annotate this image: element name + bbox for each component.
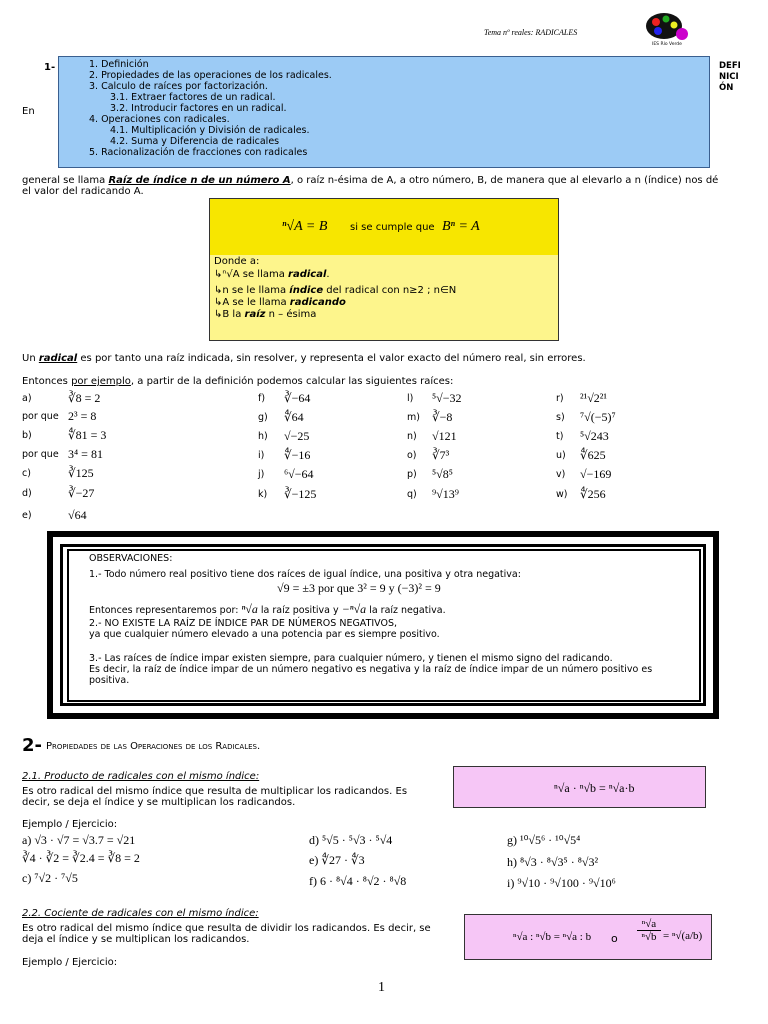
text: la raíz negativa. — [369, 605, 446, 616]
example-expression: ∛125 — [68, 466, 94, 480]
toc-item: 2. Propiedades de las operaciones de los radicales. — [89, 70, 332, 81]
toc-item: 3.2. Introducir factores en un radical. — [110, 103, 287, 114]
exercise-label-2-2: Ejemplo / Ejercicio: — [22, 957, 118, 968]
example-expression: ∜64 — [284, 410, 304, 424]
exercise-2-1-c: c) ⁷√2 · ⁷√5 — [22, 871, 78, 885]
example-label: por que — [22, 449, 59, 460]
donde-label: Donde a: — [214, 256, 260, 267]
subsection-2-2-text-2: deja el índice y se multiplican los radicandos. — [22, 934, 250, 945]
text: ↳B la — [214, 309, 245, 320]
exercise-label-2-1: Ejemplo / Ejercicio: — [22, 819, 118, 830]
observations-box — [67, 549, 701, 702]
intro-first-word: En — [22, 106, 35, 117]
example-expression: √64 — [68, 508, 87, 522]
example-label: a) — [22, 393, 32, 404]
example-label: q) — [407, 489, 417, 500]
definition-side-label — [719, 61, 741, 94]
text: es por tanto una raíz indicada, sin resolver, y representa el valor exacto del número real, sin errores. — [77, 353, 586, 364]
exercise-2-1-b: ∛4 · ∛2 = ∛2.4 = ∛8 = 2 — [22, 851, 140, 865]
exercise-2-1-d: d) ⁵√5 · ⁵√3 · ⁵√4 — [309, 833, 393, 847]
example-label: h) — [258, 431, 268, 442]
example-label: b) — [22, 430, 32, 441]
text: ↳A se le llama — [214, 297, 290, 308]
observation-2b: ya que cualquier número elevado a una potencia par es siempre positivo. — [89, 629, 440, 640]
toc-item: 5. Racionalización de fracciones con radicales — [89, 147, 308, 158]
section-2-title: Propiedades de las Operaciones de los Radicales. — [46, 741, 261, 752]
observation-notation — [89, 602, 446, 617]
toc-item: 3. Calculo de raíces por factorización. — [89, 81, 268, 92]
example-label: k) — [258, 489, 268, 500]
legend-indice — [214, 285, 456, 296]
exercise-2-1-g: g) ¹⁰√5⁶ · ¹⁰√5⁴ — [507, 833, 581, 847]
example-label: j) — [258, 469, 265, 480]
example-label: e) — [22, 510, 32, 521]
table-of-contents — [58, 56, 710, 168]
exercise-2-1-f: f) 6 · ⁸√4 · ⁸√2 · ⁸√8 — [309, 874, 407, 888]
example-expression: 2³ = 8 — [68, 409, 97, 423]
example-expression: ∜256 — [580, 487, 606, 501]
subsection-2-1-title: 2.1. Producto de radicales con el mismo índice: — [22, 771, 260, 782]
example-label: u) — [556, 450, 566, 461]
example-expression: ⁹√13⁹ — [432, 487, 459, 501]
side-label-line: ÓN — [719, 83, 734, 93]
section-2-number: 2- — [22, 735, 42, 756]
logo-caption: IES Río Verde — [652, 42, 682, 47]
example-expression: ∜81 = 3 — [68, 428, 107, 442]
fraction-denominator: ⁿ√b — [641, 931, 657, 943]
toc-item: 4. Operaciones con radicales. — [89, 114, 230, 125]
definition-formula-band — [210, 199, 558, 256]
text: ↳ⁿ√A se llama — [214, 269, 289, 280]
toc-item: 4.2. Suma y Diferencia de radicales — [110, 136, 280, 147]
fraction-numerator: ⁿ√a — [637, 918, 661, 931]
example-label: r) — [556, 393, 564, 404]
math: −ⁿ√a — [341, 602, 367, 616]
subsection-2-1-text-2: decir, se deja el índice y se multiplican los radicandos. — [22, 797, 296, 808]
exercise-2-1-h: h) ⁸√3 · ⁸√3⁵ · ⁸√3² — [507, 855, 599, 869]
example-label: l) — [407, 393, 414, 404]
example-expression: ∛−27 — [68, 486, 95, 500]
text: ↳n se le llama — [214, 285, 290, 296]
example-expression: ∛−125 — [284, 487, 317, 501]
text: Entonces — [22, 376, 72, 387]
term-emphasis: radical — [288, 269, 327, 280]
example-expression: ⁷√(−5)⁷ — [580, 410, 616, 424]
exercise-2-1-a: a) √3 · √7 = √3.7 = √21 — [22, 833, 136, 847]
example-label: d) — [22, 488, 32, 499]
example-expression: √−169 — [580, 467, 612, 481]
text: Entonces representaremos por: — [89, 605, 239, 616]
example-expression: √121 — [432, 429, 457, 443]
side-label-line: NICI — [719, 72, 739, 82]
example-expression: ⁵√8⁵ — [432, 467, 453, 481]
example-expression: ∜−16 — [284, 448, 311, 462]
toc-item: 1. Definición — [89, 59, 149, 70]
text: del radical con n≥2 ; n∈N — [323, 285, 457, 296]
example-expression: ⁵√−32 — [432, 391, 462, 405]
example-expression: ∛−8 — [432, 410, 453, 424]
example-expression: ∛8 = 2 — [68, 391, 101, 405]
example-label: n) — [407, 431, 417, 442]
example-label: v) — [556, 469, 566, 480]
example-label: t) — [556, 431, 564, 442]
exercise-2-1-e: e) ∜27 · ∜3 — [309, 853, 365, 867]
example-label: m) — [407, 412, 420, 423]
example-label: f) — [258, 393, 266, 404]
term-emphasis: índice — [289, 285, 324, 296]
page-number: 1 — [378, 980, 385, 995]
example-label: o) — [407, 450, 417, 461]
school-logo — [644, 10, 692, 50]
observations-title: OBSERVACIONES: — [89, 553, 173, 564]
subsection-2-2-text-1: Es otro radical del mismo índice que resulta de dividir los radicandos. Es decir, se — [22, 923, 431, 934]
side-label-line: DEFI — [719, 61, 741, 71]
text: por ejemplo — [71, 376, 131, 387]
text: , o raíz n-ésima de A, a otro número, B, de manera que al elevarlo a n (índice) nos dé — [290, 175, 719, 186]
toc-item: 3.1. Extraer factores de un radical. — [110, 92, 276, 103]
observation-3b: Es decir, la raíz de índice impar de un número negativo es negativa y la raíz de índice impar de un número positivo es — [89, 664, 653, 675]
term-emphasis: radical — [38, 353, 78, 364]
observation-1-formula: √9 = ±3 por que 3² = 9 y (−3)² = 9 — [277, 581, 441, 595]
example-expression: ∛−64 — [284, 391, 311, 405]
legend-raiz — [214, 309, 316, 320]
example-label: p) — [407, 469, 417, 480]
example-expression: 3⁴ = 81 — [68, 447, 103, 461]
quotient-rhs: = ⁿ√(a/b) — [663, 930, 703, 942]
examples-intro — [22, 376, 453, 387]
example-label: s) — [556, 412, 565, 423]
quotient-or: o — [611, 932, 618, 945]
quotient-rule-box — [464, 914, 712, 960]
intro-line-1 — [22, 175, 718, 186]
example-label: i) — [258, 450, 265, 461]
document-header-title: Tema nº reales: RADICALES — [484, 28, 578, 37]
example-expression: √−25 — [284, 429, 310, 443]
definition-legend — [210, 255, 558, 340]
example-expression: ∛7³ — [432, 448, 450, 462]
quotient-rule-formula: ⁿ√a : ⁿ√b = ⁿ√a : b — [513, 931, 592, 943]
definition-condition: si se cumple que — [350, 222, 435, 233]
definition-formula-left: ⁿ√A = B — [282, 219, 328, 234]
section-1-number: 1- — [44, 62, 56, 73]
intro-line-2: el valor del radicando A. — [22, 186, 144, 197]
math: ⁿ√a — [241, 602, 258, 616]
observation-2: 2.- NO EXISTE LA RAÍZ DE ÍNDICE PAR DE NÚMEROS NEGATIVOS, — [89, 618, 398, 629]
example-expression: ⁶√−64 — [284, 467, 314, 481]
definition-box — [209, 198, 559, 341]
example-expression: ⁵√243 — [580, 429, 609, 443]
term-emphasis: Raíz de índice n de un número A — [108, 175, 291, 186]
term-emphasis: raíz — [244, 309, 266, 320]
example-label: c) — [22, 468, 31, 479]
radical-sentence — [22, 353, 586, 364]
observation-1: 1.- Todo número real positivo tiene dos raíces de igual índice, una positiva y otra negativa: — [89, 569, 521, 580]
text: Un — [22, 353, 39, 364]
text: la raíz positiva y — [260, 605, 339, 616]
legend-radical: ↳ⁿ√A se llama radical. — [214, 269, 330, 280]
quotient-fraction — [637, 918, 661, 943]
observation-3c: positiva. — [89, 675, 130, 686]
legend-radicando — [214, 297, 346, 308]
product-rule-box — [453, 766, 706, 808]
subsection-2-1-text-1: Es otro radical del mismo índice que resulta de multiplicar los radicandos. Es — [22, 786, 408, 797]
subsection-2-2-title: 2.2. Cociente de radicales con el mismo índice: — [22, 908, 259, 919]
term-emphasis: radicando — [289, 297, 346, 308]
example-label: w) — [556, 489, 568, 500]
example-expression: ∜625 — [580, 448, 606, 462]
toc-item: 4.1. Multiplicación y División de radicales. — [110, 125, 310, 136]
product-rule-formula: ⁿ√a · ⁿ√b = ⁿ√a·b — [554, 781, 635, 795]
text: general se llama — [22, 175, 109, 186]
exercise-2-1-i: i) ⁹√10 · ⁹√100 · ⁹√10⁶ — [507, 876, 616, 890]
definition-formula-right: Bⁿ = A — [442, 219, 480, 234]
text: , a partir de la definición podemos calcular las siguientes raíces: — [130, 376, 454, 387]
example-label: por que — [22, 411, 59, 422]
observation-3: 3.- Las raíces de índice impar existen siempre, para cualquier número, y tienen el mismo signo del radicando. — [89, 653, 613, 664]
example-expression: ²¹√2²¹ — [580, 391, 607, 405]
text: n – ésima — [265, 309, 317, 320]
example-label: g) — [258, 412, 268, 423]
